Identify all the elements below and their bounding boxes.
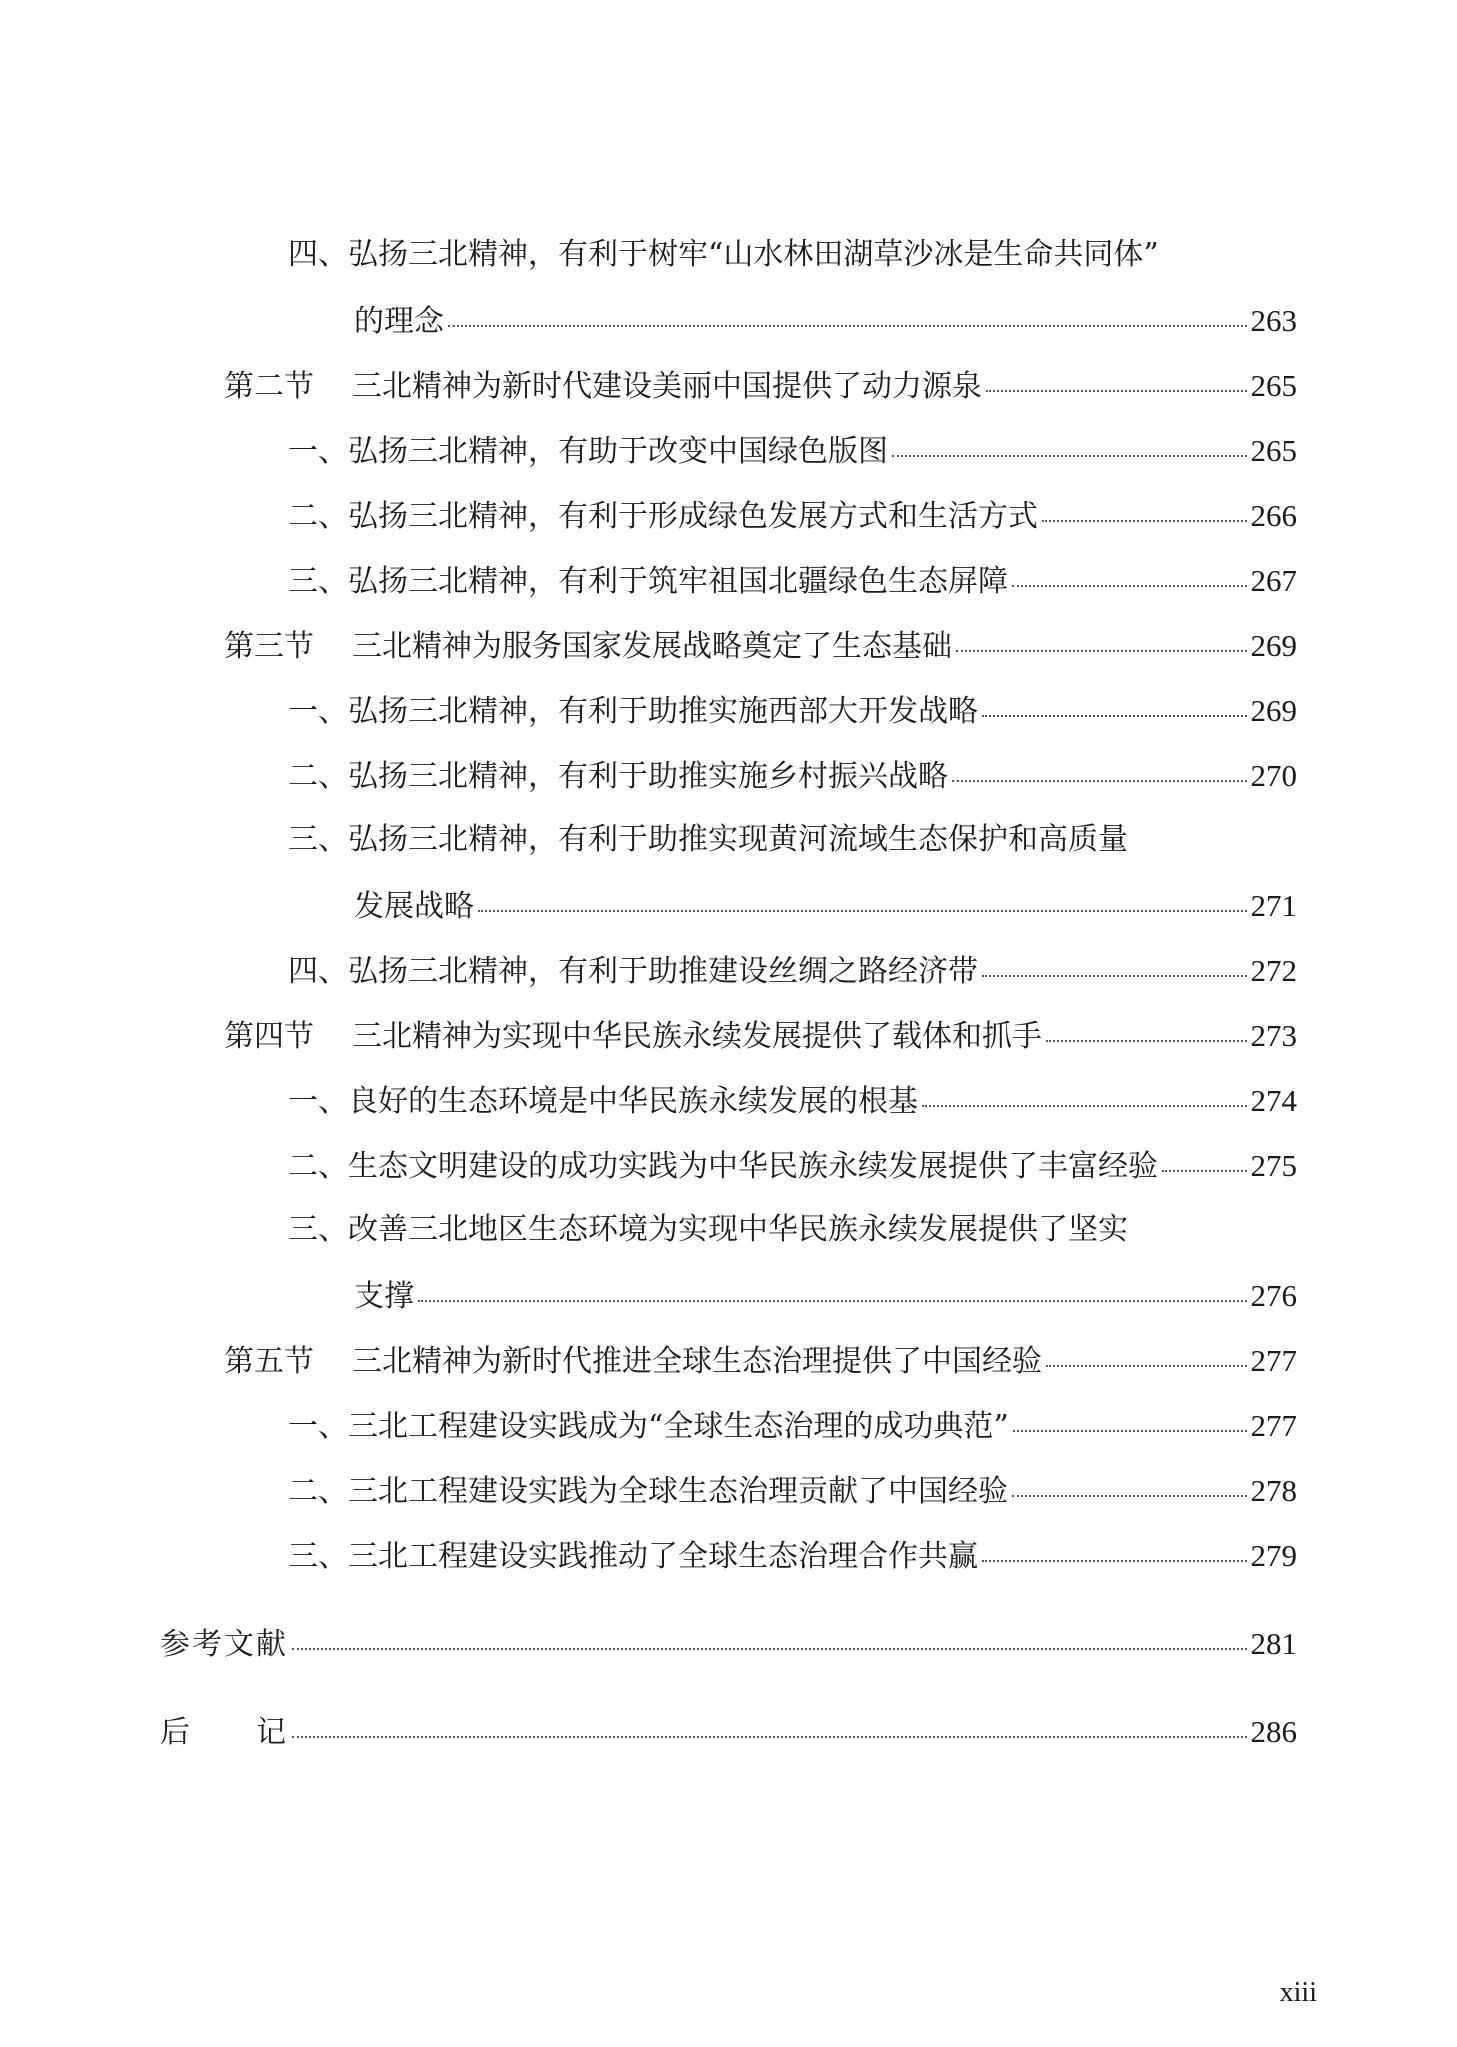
dot-leader: [1042, 520, 1247, 522]
toc-item[interactable]: [354, 890, 1297, 922]
toc-item[interactable]: [288, 500, 1297, 532]
toc-item-text: 支撑: [354, 1279, 414, 1314]
toc-item-text: 一、弘扬三北精神，有利于助推实施西部大开发战略: [288, 694, 978, 729]
toc-item-text: 发展战略: [354, 889, 474, 924]
toc-page-number: 277: [1250, 1408, 1297, 1443]
toc-item-four[interactable]: [354, 305, 1297, 337]
toc-page-number: 277: [1250, 1343, 1297, 1378]
dot-leader: [982, 715, 1247, 717]
toc-page-number: 271: [1250, 888, 1297, 923]
toc-page-number: 265: [1250, 433, 1297, 468]
toc-page-number: 269: [1250, 693, 1297, 728]
dot-leader: [1162, 1170, 1247, 1172]
toc-item-text: 的理念: [354, 304, 444, 339]
toc-section-label: 第五节: [224, 1344, 314, 1379]
toc-afterword[interactable]: [160, 1716, 1297, 1748]
toc-item-text: 二、三北工程建设实践为全球生态治理贡献了中国经验: [288, 1474, 1008, 1509]
toc-item[interactable]: [288, 760, 1297, 792]
toc-item[interactable]: [288, 695, 1297, 727]
toc-page-number: 267: [1250, 563, 1297, 598]
dot-leader: [418, 1300, 1247, 1302]
toc-section-4[interactable]: [224, 1020, 1297, 1052]
dot-leader: [1013, 1430, 1247, 1432]
dot-leader: [448, 325, 1247, 327]
dot-leader: [1046, 1040, 1247, 1042]
toc-item-text: 一、良好的生态环境是中华民族永续发展的根基: [288, 1084, 918, 1119]
toc-item[interactable]: [288, 1150, 1297, 1182]
toc-section-5[interactable]: [224, 1345, 1297, 1377]
toc-page-number: 274: [1250, 1083, 1297, 1118]
toc-page-number: 276: [1250, 1278, 1297, 1313]
toc-section-title: 三北精神为新时代建设美丽中国提供了动力源泉: [352, 369, 982, 404]
toc-page-number: 269: [1250, 628, 1297, 663]
dot-leader: [292, 1648, 1247, 1650]
toc-item-text: 四、弘扬三北精神，有利于助推建设丝绸之路经济带: [288, 954, 978, 989]
toc-item-text: 三、三北工程建设实践推动了全球生态治理合作共赢: [288, 1539, 978, 1574]
toc-page-number: 273: [1250, 1018, 1297, 1053]
toc-item[interactable]: [288, 955, 1297, 987]
dot-leader: [952, 780, 1247, 782]
toc-item-text: 二、弘扬三北精神，有利于助推实施乡村振兴战略: [288, 759, 948, 794]
toc-item-text: 一、弘扬三北精神，有助于改变中国绿色版图: [288, 434, 888, 469]
dot-leader: [1012, 1495, 1247, 1497]
toc-afterword-label: 后 记: [160, 1715, 288, 1750]
toc-item[interactable]: [288, 565, 1297, 597]
toc-item-text: 二、生态文明建设的成功实践为中华民族永续发展提供了丰富经验: [288, 1149, 1158, 1184]
toc-item[interactable]: [354, 1280, 1297, 1312]
toc-page-number: 279: [1250, 1538, 1297, 1573]
toc-item-text: 一、三北工程建设实践成为“全球生态治理的成功典范”: [288, 1409, 1009, 1444]
dot-leader: [956, 650, 1247, 652]
toc-item[interactable]: [288, 1540, 1297, 1572]
toc-page-number: 278: [1250, 1473, 1297, 1508]
toc-item-text: 三、弘扬三北精神，有利于筑牢祖国北疆绿色生态屏障: [288, 564, 1008, 599]
toc-page-number: 275: [1250, 1148, 1297, 1183]
page-number: xiii: [1279, 1977, 1317, 2008]
toc-item[interactable]: [288, 1475, 1297, 1507]
toc-section-title: 三北精神为服务国家发展战略奠定了生态基础: [352, 629, 952, 664]
dot-leader: [892, 455, 1247, 457]
toc-item-line1: 三、弘扬三北精神，有利于助推实现黄河流域生态保护和高质量: [288, 822, 1128, 857]
toc-page-number: 266: [1250, 498, 1297, 533]
dot-leader: [1012, 585, 1247, 587]
toc-item-line1: 三、改善三北地区生态环境为实现中华民族永续发展提供了坚实: [288, 1212, 1128, 1247]
toc-section-title: 三北精神为新时代推进全球生态治理提供了中国经验: [352, 1344, 1042, 1379]
toc-page-number: 263: [1250, 303, 1297, 338]
toc-page-number: 281: [1250, 1626, 1297, 1661]
dot-leader: [292, 1736, 1247, 1738]
toc-item-four-line1: 四、弘扬三北精神，有利于树牢“山水林田湖草沙冰是生命共同体”: [288, 237, 1159, 272]
toc-item[interactable]: [288, 1410, 1297, 1442]
toc-references[interactable]: [160, 1628, 1297, 1660]
toc-item-text: 二、弘扬三北精神，有利于形成绿色发展方式和生活方式: [288, 499, 1038, 534]
toc-item[interactable]: [288, 435, 1297, 467]
dot-leader: [922, 1105, 1247, 1107]
dot-leader: [1046, 1365, 1247, 1367]
toc-page-number: 265: [1250, 368, 1297, 403]
toc-item[interactable]: [288, 1085, 1297, 1117]
toc-section-3[interactable]: [224, 630, 1297, 662]
dot-leader: [478, 910, 1247, 912]
dot-leader: [982, 1560, 1247, 1562]
toc-page-number: 286: [1250, 1714, 1297, 1749]
toc-section-label: 第三节: [224, 629, 314, 664]
toc-section-label: 第四节: [224, 1019, 314, 1054]
toc-page-number: 272: [1250, 953, 1297, 988]
toc-section-label: 第二节: [224, 369, 314, 404]
dot-leader: [986, 390, 1247, 392]
toc-section-title: 三北精神为实现中华民族永续发展提供了载体和抓手: [352, 1019, 1042, 1054]
dot-leader: [982, 975, 1247, 977]
toc-references-label: 参考文献: [160, 1627, 288, 1662]
toc-section-2[interactable]: [224, 370, 1297, 402]
toc-page-number: 270: [1250, 758, 1297, 793]
